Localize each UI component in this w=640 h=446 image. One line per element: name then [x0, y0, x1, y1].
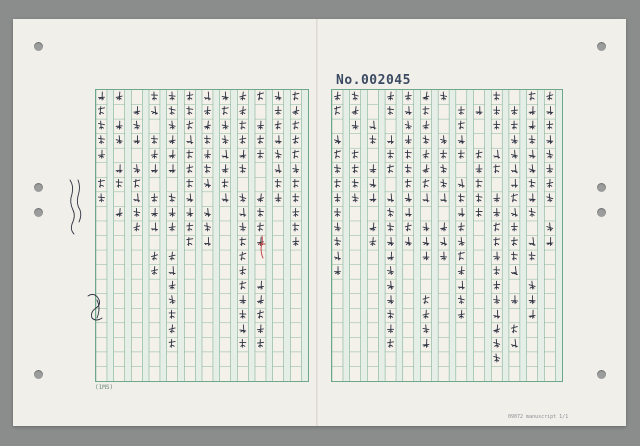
grid-gutter [343, 90, 350, 381]
center-fold [316, 19, 318, 426]
binder-hole [597, 370, 606, 379]
grid-gutter [107, 90, 114, 381]
binder-hole [597, 42, 606, 51]
grid-gutter [125, 90, 132, 381]
grid-gutter [142, 90, 149, 381]
binder-hole [34, 183, 43, 192]
grid-gutter [231, 90, 238, 381]
grid-gutter [266, 90, 273, 381]
grid-gutter [431, 90, 438, 381]
grid-gutter [178, 90, 185, 381]
grid-gutter [213, 90, 220, 381]
grid-gutter [248, 90, 255, 381]
grid-gutter [301, 90, 308, 381]
grid-lines-right [332, 90, 562, 381]
grid-gutter [520, 90, 527, 381]
binder-hole [34, 42, 43, 51]
left-manuscript-grid [95, 89, 309, 382]
grid-gutter [361, 90, 368, 381]
grid-lines-left [96, 90, 308, 381]
grid-gutter [160, 90, 167, 381]
binder-hole [34, 208, 43, 217]
grid-gutter [396, 90, 403, 381]
grid-gutter [538, 90, 545, 381]
serial-number: No.002045 [336, 73, 411, 88]
grid-gutter [502, 90, 509, 381]
right-manuscript-grid [331, 89, 563, 382]
binder-hole [34, 370, 43, 379]
binder-hole [597, 183, 606, 192]
archive-stamp: 09072 manuscript 1/1 [508, 414, 569, 420]
grid-gutter [467, 90, 474, 381]
footer-code: (1MS) [95, 384, 114, 391]
binder-hole [597, 208, 606, 217]
grid-gutter [195, 90, 202, 381]
grid-gutter [378, 90, 385, 381]
grid-gutter [485, 90, 492, 381]
grid-gutter [414, 90, 421, 381]
grid-gutter [284, 90, 291, 381]
grid-gutter [555, 90, 562, 381]
grid-gutter [449, 90, 456, 381]
